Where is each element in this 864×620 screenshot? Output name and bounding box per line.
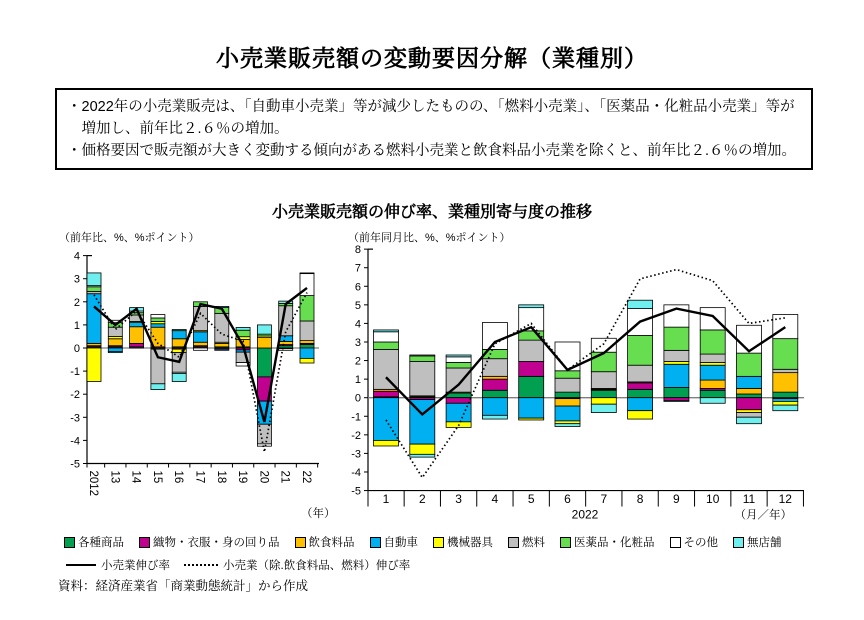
bar-segment: [737, 398, 762, 410]
bar-segment: [446, 357, 471, 363]
y-tick-label: 2: [354, 355, 361, 368]
x-tick-label: 1: [382, 492, 390, 507]
y-tick-label: -5: [351, 485, 361, 498]
axis-unit-label: （前年比、%、%ポイント）: [59, 232, 200, 244]
legend-swatch: [508, 537, 519, 548]
line-legend-label: 小売業（除.飲食料品、燃料）伸び率: [223, 560, 411, 572]
legend-item: [370, 534, 419, 550]
legend-item: [139, 534, 280, 550]
bar-segment: [410, 355, 435, 356]
bar-segment: [628, 383, 653, 389]
annual-contribution-chart: [55, 226, 355, 546]
bar-segment: [519, 376, 544, 397]
bar-segment: [151, 318, 165, 321]
legend-swatch: [64, 537, 75, 548]
bar-segment: [555, 421, 580, 424]
legend-label: 各種商品: [78, 537, 124, 549]
y-tick-label: -4: [351, 466, 361, 479]
y-tick-label: 6: [354, 281, 361, 294]
bar-segment: [664, 387, 689, 397]
bar-segment: [482, 322, 507, 349]
legend-item: [433, 534, 493, 550]
y-tick-label: 7: [354, 262, 361, 275]
legend-swatch: [670, 537, 681, 548]
bar-segment: [300, 345, 314, 348]
bar-segment: [700, 362, 725, 365]
bar-segment: [87, 348, 101, 381]
bar-segment: [628, 335, 653, 365]
x-tick-label: 7: [600, 492, 608, 507]
bar-segment: [374, 391, 399, 397]
bar-segment: [374, 440, 399, 446]
bar-segment: [700, 330, 725, 354]
bar-segment: [700, 398, 725, 404]
bar-segment: [591, 372, 616, 389]
bar-segment: [374, 332, 399, 342]
x-group-label: 2022: [571, 507, 599, 522]
bar-segment: [300, 321, 314, 341]
bar-segment: [374, 349, 399, 389]
bar-segment: [628, 300, 653, 308]
axis-unit-label: （前年同月比、%、%ポイント）: [348, 232, 511, 244]
legend-label: 機械器具: [447, 537, 493, 549]
bar-segment: [482, 376, 507, 379]
y-tick-label: -1: [70, 366, 80, 379]
legend-swatch: [295, 537, 306, 548]
bar-segment: [737, 394, 762, 398]
bar-segment: [257, 348, 271, 377]
bar-segment: [773, 373, 798, 392]
bar-segment: [591, 398, 616, 404]
bar-segment: [300, 273, 314, 274]
bar-segment: [410, 444, 435, 454]
bar-segment: [482, 379, 507, 390]
bar-segment: [519, 398, 544, 418]
x-tick-label: 6: [564, 492, 571, 507]
bar-segment: [664, 361, 689, 364]
page-title: 小売業販売額の変動要因分解（業種別）: [216, 45, 648, 71]
bar-segment: [737, 376, 762, 388]
legend-item: [295, 534, 355, 550]
x-tick-label: 15: [150, 470, 163, 484]
x-tick-label: 8: [636, 492, 644, 507]
legend-label: 織物・衣服・身の回り品: [153, 537, 280, 549]
bar-segment: [194, 332, 208, 342]
x-tick-label: 17: [193, 470, 206, 484]
x-tick-label: 18: [214, 470, 227, 484]
bar-segment: [628, 398, 653, 411]
bar-segment: [257, 424, 271, 444]
bar-segment: [130, 327, 144, 344]
bar-segment: [482, 398, 507, 416]
bar-segment: [172, 373, 186, 381]
bar-segment: [279, 349, 293, 351]
bar-segment: [172, 330, 186, 331]
y-tick-label: 1: [354, 374, 361, 387]
bar-segment: [555, 371, 580, 378]
bar-segment: [700, 354, 725, 362]
bar-segment: [519, 340, 544, 361]
chart-right-svg: [340, 226, 864, 546]
bar-segment: [737, 410, 762, 413]
bar-segment: [591, 404, 616, 412]
legend-label: 医薬品・化粧品: [574, 537, 655, 549]
legend-swatch: [139, 537, 150, 548]
summary-box: [55, 88, 813, 170]
bar-segment: [108, 339, 122, 346]
x-tick-label: 14: [129, 470, 142, 484]
bar-segment: [737, 325, 762, 353]
legend-label: 自動車: [383, 537, 418, 549]
bar-segment: [130, 323, 144, 327]
line-legend-item: [184, 557, 410, 573]
bar-segment: [700, 380, 725, 388]
bar-segment: [628, 411, 653, 419]
y-tick-label: 4: [73, 250, 80, 263]
y-tick-label: -2: [351, 429, 361, 442]
line-legend-item: [66, 557, 170, 573]
bar-segment: [773, 405, 798, 411]
bar-segment: [87, 294, 101, 344]
bar-segment: [628, 365, 653, 382]
bar-segment: [555, 424, 580, 427]
bar-segment: [591, 390, 616, 397]
bar-segment: [591, 352, 616, 371]
bar-segment: [555, 406, 580, 421]
y-tick-label: -5: [70, 458, 80, 471]
bar-segment: [236, 327, 250, 330]
y-tick-label: -3: [351, 448, 361, 461]
bar-segment: [519, 361, 544, 376]
bar-segment: [130, 343, 144, 346]
category-legend: [64, 534, 782, 550]
y-tick-label: 4: [354, 318, 361, 331]
bar-segment: [374, 342, 399, 349]
y-tick-label: 3: [354, 336, 361, 349]
y-tick-label: 8: [354, 244, 361, 257]
bar-segment: [446, 368, 471, 392]
bar-segment: [300, 348, 314, 358]
bar-segment: [446, 362, 471, 368]
summary-bullet-1: ・2022年の小売業販売は、「自動車小売業」等が減少したものの、「燃料小売業」、「医薬品・化粧品小売業」等が増加し、前年比２.６％の増加。: [67, 99, 795, 138]
bar-segment: [300, 358, 314, 363]
line-legend-label: 小売業伸び率: [101, 560, 170, 572]
bar-segment: [664, 398, 689, 401]
y-tick-label: 2: [73, 296, 80, 309]
bar-segment: [215, 349, 229, 350]
bar-segment: [410, 454, 435, 457]
bar-segment: [87, 287, 101, 292]
bar-segment: [482, 390, 507, 397]
line-legend: [66, 557, 410, 573]
bar-segment: [108, 351, 122, 352]
bar-segment: [519, 418, 544, 420]
legend-item: [733, 534, 782, 550]
x-tick-label: 20: [257, 470, 270, 484]
bar-segment: [700, 365, 725, 380]
bar-segment: [257, 444, 271, 446]
legend-item: [64, 534, 124, 550]
bar-segment: [773, 401, 798, 405]
bar-segment: [664, 400, 689, 401]
bar-segment: [555, 399, 580, 406]
legend-swatch: [560, 537, 571, 548]
solid-line-sample: [66, 564, 96, 566]
y-tick-label: 0: [354, 392, 361, 405]
bar-segment: [664, 364, 689, 387]
x-tick-label: 10: [706, 492, 720, 507]
x-tick-label: 5: [527, 492, 535, 507]
bar-segment: [279, 342, 293, 345]
y-tick-label: -4: [70, 435, 80, 448]
legend-label: その他: [683, 537, 718, 549]
bar-segment: [257, 325, 271, 334]
x-tick-label: 9: [673, 492, 680, 507]
bar-segment: [482, 415, 507, 419]
y-tick-label: 0: [73, 343, 80, 355]
y-tick-label: -2: [70, 389, 80, 402]
bar-segment: [555, 378, 580, 392]
x-tick-label: 12: [778, 492, 792, 507]
x-axis-suffix: （年）: [301, 508, 336, 520]
bar-segment: [194, 348, 208, 350]
bar-segment: [773, 315, 798, 339]
bar-segment: [108, 348, 122, 351]
bar-segment: [737, 388, 762, 394]
legend-swatch: [733, 537, 744, 548]
x-tick-label: 11: [742, 492, 756, 507]
legend-item: [560, 534, 655, 550]
bar-segment: [700, 308, 725, 330]
x-tick-label: 19: [236, 470, 249, 484]
bar-segment: [773, 339, 798, 370]
x-tick-label: 2012: [87, 470, 99, 497]
x-tick-label: 22: [300, 470, 312, 484]
bar-segment: [737, 417, 762, 423]
x-tick-label: 21: [278, 470, 291, 484]
bar-segment: [257, 338, 271, 348]
chart-section-title: 小売業販売額の伸び率、業種別寄与度の推移: [271, 204, 592, 221]
bar-segment: [300, 296, 314, 321]
bar-segment: [151, 315, 165, 318]
bar-segment: [410, 361, 435, 395]
chart-left-svg: [55, 226, 355, 546]
bar-segment: [151, 384, 165, 390]
y-tick-label: 3: [73, 273, 80, 286]
bar-segment: [773, 399, 798, 402]
source-note: 資料：経済産業省「商業動態統計」から作成: [58, 579, 309, 593]
bar-segment: [87, 273, 101, 286]
bar-segment: [172, 331, 186, 339]
legend-swatch: [370, 537, 381, 548]
bar-segment: [773, 369, 798, 372]
bar-segment: [519, 305, 544, 308]
bar-segment: [300, 341, 314, 344]
x-tick-label: 13: [108, 470, 121, 484]
bar-segment: [664, 350, 689, 361]
x-axis-suffix: （月／年）: [734, 509, 792, 522]
bar-segment: [446, 398, 471, 404]
bar-segment: [410, 356, 435, 362]
bar-segment: [737, 353, 762, 376]
x-tick-label: 4: [491, 492, 499, 507]
x-tick-label: 2: [418, 492, 426, 507]
bar-segment: [151, 324, 165, 327]
legend-label: 飲食料品: [308, 537, 355, 549]
dotted-line-sample: [184, 564, 218, 566]
bar-segment: [482, 359, 507, 377]
summary-bullet-2: ・価格要因で販売額が大きく変動する傾向がある燃料小売業と飲食料品小売業を除くと、前年比２.６％の増加。: [67, 143, 797, 160]
y-tick-label: 5: [354, 299, 361, 312]
legend-item: [508, 534, 545, 550]
bar-segment: [664, 327, 689, 350]
bar-segment: [446, 393, 471, 398]
bar-segment: [737, 413, 762, 418]
x-tick-label: 3: [455, 492, 462, 507]
bar-segment: [700, 390, 725, 397]
legend-item: [670, 534, 719, 550]
y-tick-label: -1: [351, 411, 361, 424]
y-tick-label: -3: [70, 412, 80, 425]
legend-label: 無店舗: [747, 537, 782, 549]
y-tick-label: 1: [73, 319, 80, 332]
bar-segment: [446, 355, 471, 357]
bar-segment: [773, 392, 798, 398]
bar-segment: [194, 342, 208, 345]
bar-segment: [374, 330, 399, 332]
bar-segment: [215, 343, 229, 346]
legend-swatch: [433, 537, 444, 548]
monthly-contribution-chart: [340, 226, 864, 546]
bar-segment: [628, 389, 653, 397]
legend-label: 燃料: [522, 537, 545, 549]
x-tick-label: 16: [172, 470, 185, 484]
bar-segment: [555, 392, 580, 398]
